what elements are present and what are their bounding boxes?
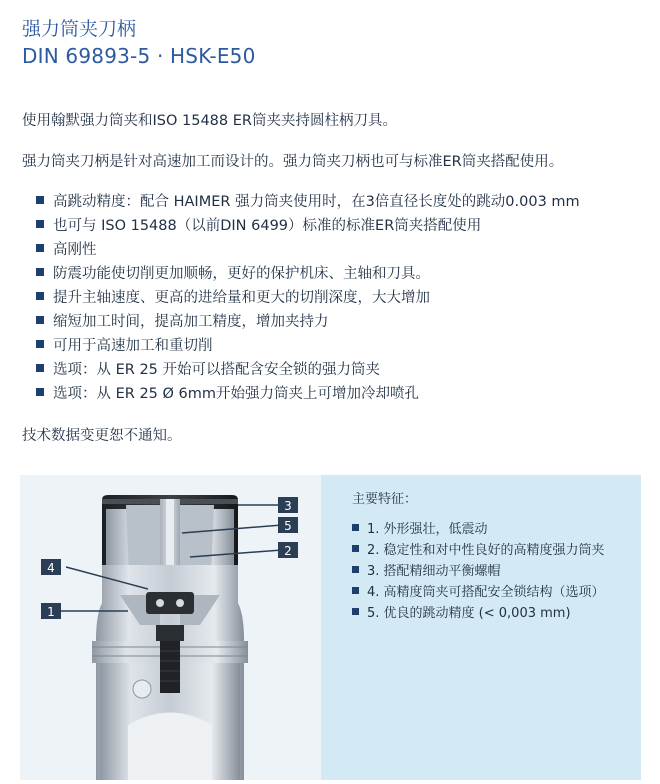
bullet-item xyxy=(22,332,580,356)
bullet-square-icon xyxy=(352,524,359,531)
bullet-square-icon xyxy=(352,608,359,615)
feature-text: 5. 优良的跳动精度 (< 0,003 mm) xyxy=(367,606,571,621)
bullet-square-icon xyxy=(36,244,44,252)
bullet-square-icon xyxy=(352,545,359,552)
bullet-square-icon xyxy=(36,340,44,348)
key-features-panel xyxy=(321,475,641,780)
feature-text: 4. 高精度筒夹可搭配安全锁结构（选项） xyxy=(367,585,605,600)
change-notice: 技术数据变更恕不通知。 xyxy=(22,428,182,444)
bullet-square-icon xyxy=(36,316,44,324)
bullet-item xyxy=(22,284,580,308)
bullet-text: 高跳动精度：配合 HAIMER 强力筒夹使用时，在3倍直径长度处的跳动0.003 mm xyxy=(53,193,580,210)
callout-1-label: 1 xyxy=(47,605,55,619)
feature-item xyxy=(352,580,605,601)
product-figure xyxy=(20,475,641,780)
bullet-text: 选项：从 ER 25 Ø 6mm开始强力筒夹上可增加冷却喷孔 xyxy=(53,385,420,402)
callout-4-label: 4 xyxy=(47,561,55,575)
bullet-square-icon xyxy=(352,566,359,573)
key-features-list xyxy=(352,517,605,622)
intro-paragraph-1: 使用翰默强力筒夹和ISO 15488 ER筒夹夹持圆柱柄刀具。 xyxy=(22,113,397,129)
bullet-text: 高刚性 xyxy=(53,241,97,258)
bullet-item xyxy=(22,188,580,212)
feature-item xyxy=(352,517,605,538)
bullet-item xyxy=(22,356,580,380)
feature-item xyxy=(352,559,605,580)
feature-text: 2. 稳定性和对中性良好的高精度强力筒夹 xyxy=(367,543,605,558)
bullet-square-icon xyxy=(36,388,44,396)
bullet-square-icon xyxy=(36,268,44,276)
feature-text: 3. 搭配精细动平衡螺帽 xyxy=(367,564,501,579)
callout-2-label: 2 xyxy=(284,544,292,558)
bullet-square-icon xyxy=(36,196,44,204)
bullet-text: 也可与 ISO 15488（以前DIN 6499）标准的标准ER筒夹搭配使用 xyxy=(53,217,482,234)
bullet-text: 选项：从 ER 25 开始可以搭配含安全锁的强力筒夹 xyxy=(53,361,381,378)
product-standard: DIN 69893-5 · HSK-E50 xyxy=(22,44,256,68)
bullet-item xyxy=(22,212,580,236)
tool-holder-cutaway xyxy=(20,475,321,780)
bullet-text: 提升主轴速度、更高的进给量和更大的切削深度，大大增加 xyxy=(53,289,430,306)
tool-holder-drawing xyxy=(20,475,321,780)
bullet-item xyxy=(22,260,580,284)
callout-5-label: 5 xyxy=(284,519,292,533)
feature-item xyxy=(352,601,605,622)
feature-bullet-list xyxy=(22,188,580,404)
intro-paragraph-2: 强力筒夹刀柄是针对高速加工而设计的。强力筒夹刀柄也可与标准ER筒夹搭配使用。 xyxy=(22,154,564,170)
bullet-item xyxy=(22,236,580,260)
bullet-text: 缩短加工时间，提高加工精度，增加夹持力 xyxy=(53,313,329,330)
bullet-item xyxy=(22,380,580,404)
bullet-square-icon xyxy=(36,292,44,300)
key-features-title: 主要特征： xyxy=(352,492,418,507)
bullet-text: 防震功能使切削更加顺畅，更好的保护机床、主轴和刀具。 xyxy=(53,265,430,282)
bullet-square-icon xyxy=(36,220,44,228)
feature-item xyxy=(352,538,605,559)
product-title: 强力筒夹刀柄 xyxy=(22,18,137,40)
feature-text: 1. 外形强壮，低震动 xyxy=(367,522,488,537)
bullet-square-icon xyxy=(352,587,359,594)
bullet-square-icon xyxy=(36,364,44,372)
bullet-text: 可用于高速加工和重切削 xyxy=(53,337,213,354)
callout-3-label: 3 xyxy=(284,499,292,513)
bullet-item xyxy=(22,308,580,332)
